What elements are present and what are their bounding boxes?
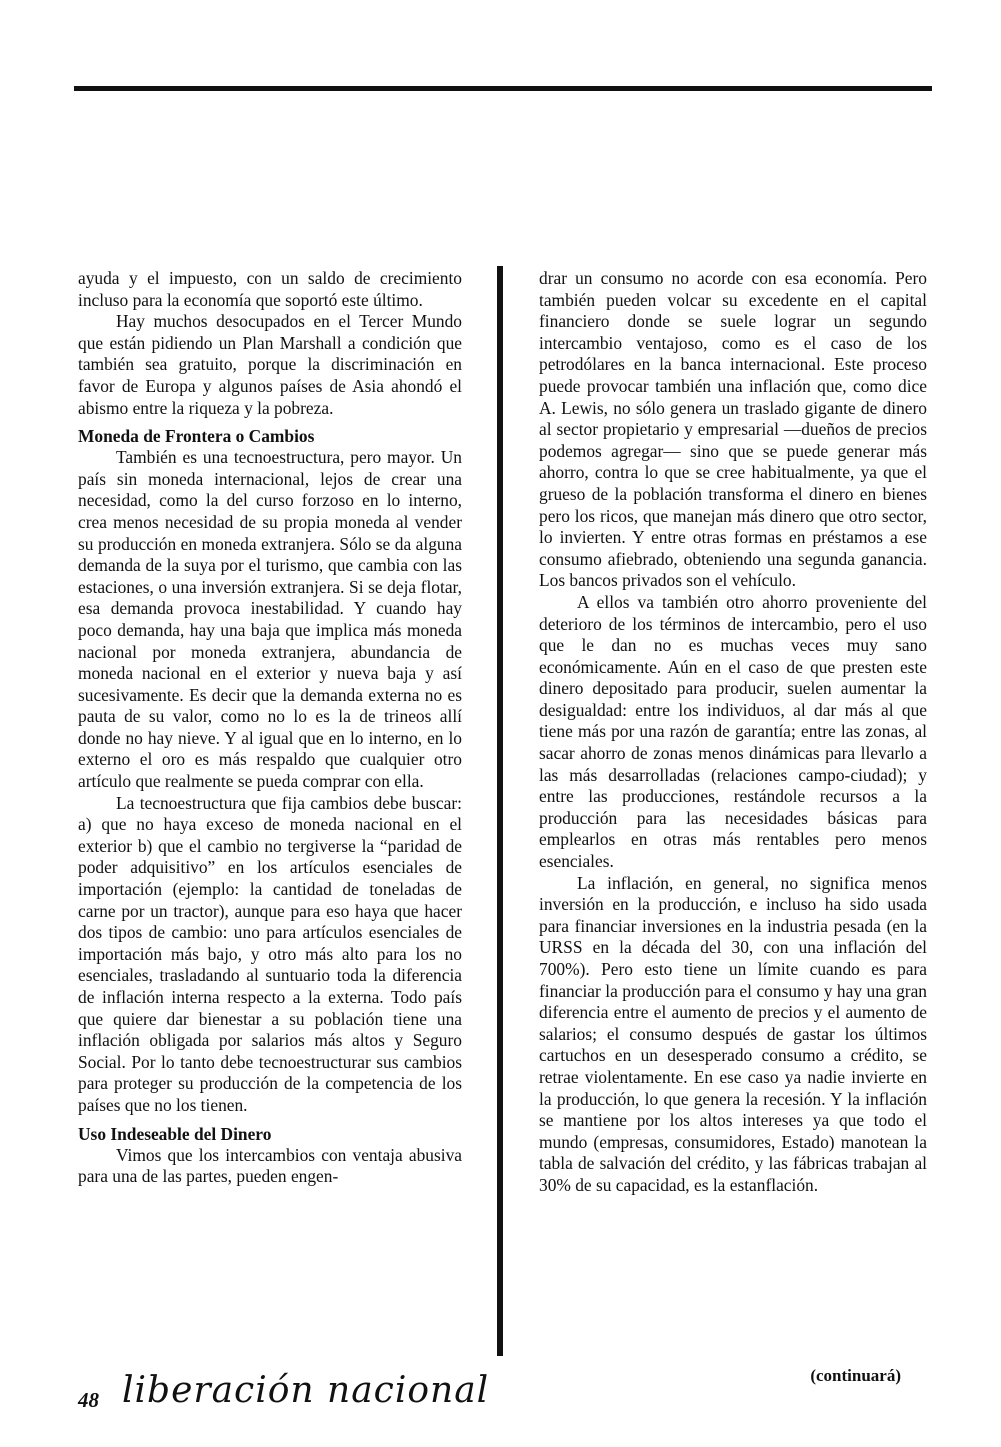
paragraph: También es una tecnoestructura, pero mayor. Un país sin moneda internacional, lejos de crear una necesidad, como la del curso forzoso en lo interno, crea menos necesidad de su propia moneda al vender su producción en moneda extranjera. Sólo se da alguna demanda de la suya por el turismo, que cambia con las estaciones, o una inversión extranjera. Si se deja flotar, esa demanda provoca inestabilidad. Y cuando hay poco demanda, hay una baja que implica más moneda nacional por moneda extranjera, abundancia de moneda nacional en el exterior y nueva baja y así sucesivamente. Es decir que la demanda externa no es pauta de su valor, como no lo es la de trineos allí donde no hay nieve. Y al igual que en lo interno, en lo externo el oro es más respaldo que cualquier otro artículo que realmente se pueda comprar con ella. bbox=[78, 447, 462, 792]
paragraph: La inflación, en general, no significa menos inversión en la producción, e incluso ha sido usada para financiar inversiones en la industria pesada (en la URSS en la década del 30, con una inflación del 700%). Pero esto tiene un límite cuando es para financiar la producción para el consumo y hay una gran diferencia entre el aumento de precios y el aumento de salarios; el consumo después de gastar los últimos cartuchos en un desesperado consumo a crédito, se retrae violentamente. En ese caso ya nadie invierte en la producción, lo que genera la recesión. Y la inflación se mantiene por los altos intereses ya que todo el mundo (empresas, consumidores, Estado) manotean la tabla de salvación del crédito, y las fábricas trabajan al 30% de su capacidad, es la estanflación. bbox=[539, 872, 927, 1195]
right-column bbox=[539, 268, 927, 1197]
paragraph: ayuda y el impuesto, con un saldo de crecimiento incluso para la economía que soportó este último. bbox=[78, 268, 462, 310]
continuation-note: (continuará) bbox=[810, 1366, 901, 1385]
paragraph: Vimos que los intercambios con ventaja abusiva para una de las partes, pueden engen- bbox=[78, 1144, 462, 1187]
left-column bbox=[78, 268, 462, 1188]
column-divider bbox=[497, 266, 503, 1356]
page-number: 48 bbox=[78, 1388, 99, 1412]
top-rule bbox=[74, 86, 932, 91]
paragraph: La tecnoestructura que fija cambios debe buscar: a) que no haya exceso de moneda nacional en el exterior b) que el cambio no tergiverse la “paridad de poder adquisitivo” en los artículos esenciales de importación (ejemplo: la cantidad de toneladas de carne por un tractor), aunque para eso haya que hacer dos tipos de cambio: uno para artículos esenciales de importación más bajo, y otro más alto para los no esenciales, trasladando al suntuario toda la diferencia de inflación interna respecto a la externa. Todo país que quiere dar bienestar a su población tiene una inflación obligada por salarios más altos y Seguro Social. Por lo tanto debe tecnoestructurar sus cambios para proteger su producción de la competencia de los países que no los tienen. bbox=[78, 792, 462, 1115]
section-heading: Uso Indeseable del Dinero bbox=[78, 1123, 272, 1144]
section-heading: Moneda de Frontera o Cambios bbox=[78, 426, 315, 447]
magazine-masthead: liberación nacional bbox=[122, 1370, 490, 1411]
paragraph: A ellos va también otro ahorro proveniente del deterioro de los términos de intercambio, pero el uso que le dan no es muchas veces muy sano económicamente. Aún en el caso de que presten este dinero depositado para producir, suelen aumentar la desigualdad: entre los individuos, al dar más al que tiene más por una razón de garantía; entre las zonas, al sacar ahorro de zonas menos dinámicas para llevarlo a las más desarrolladas (relaciones campo-ciudad); y entre las producciones, restándole recursos a la producción para las necesidades básicas para emplearlos en otras más rentables pero menos esenciales. bbox=[539, 591, 927, 872]
paragraph: Hay muchos desocupados en el Tercer Mundo que están pidiendo un Plan Marshall a condición que también sea gratuito, porque la discriminación en favor de Europa y algunos países de Asia ahondó el abismo entre la riqueza y la pobreza. bbox=[78, 311, 462, 418]
paragraph: drar un consumo no acorde con esa economía. Pero también pueden volcar su excedente en el capital financiero donde se suele lograr un segundo intercambio ventajoso, como es el caso de los petrodólares en la banca internacional. Este proceso puede provocar también una inflación que, como dice A. Lewis, no sólo genera un traslado gigante de dinero al sector propietario y empresarial —dueños de precios podemos agregar— sino que se puede generar más ahorro, contra lo que se cree habitualmente, ya que el grueso de la población transforma el dinero en bienes pero los ricos, que manejan más dinero que otro sector, lo invierten. Y entre otras formas en préstamos a ese consumo afiebrado, obteniendo una segunda ganancia. Los bancos privados son el vehículo. bbox=[539, 268, 927, 591]
